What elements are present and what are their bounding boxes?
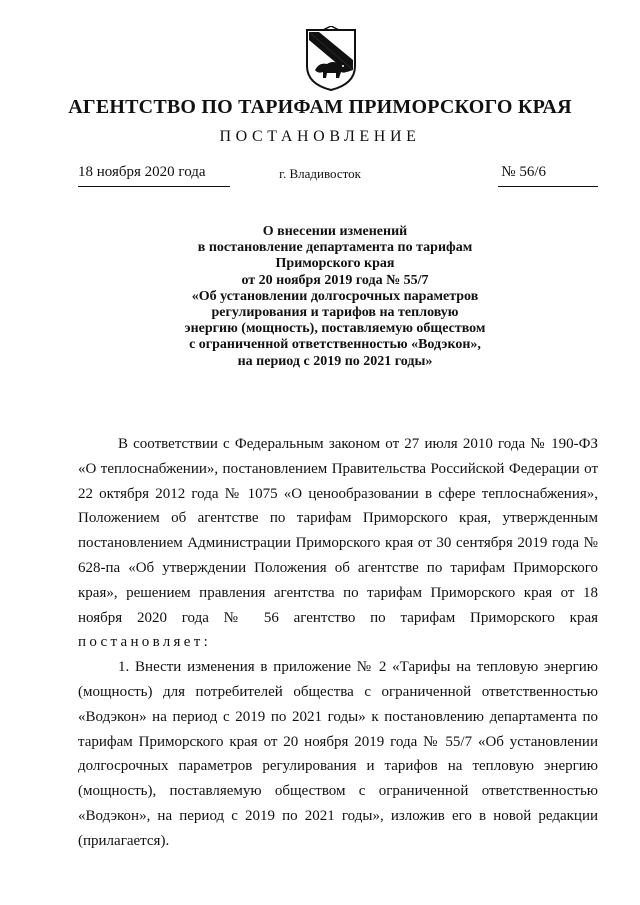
subject-line: Приморского края bbox=[275, 256, 395, 272]
subject-line: регулирования и тарифов на тепловую bbox=[211, 305, 459, 321]
document-city: г. Владивосток bbox=[279, 166, 361, 181]
subject-line: с ограниченной ответственностью «Водэкон», bbox=[189, 337, 481, 353]
agency-name: АГЕНТСТВО ПО ТАРИФАМ ПРИМОРСКОГО КРАЯ bbox=[68, 96, 572, 118]
document-subject bbox=[120, 224, 550, 370]
preamble-text: В соответствии с Федеральным законом от 27 июля 2010 года № 190-ФЗ «О теплоснабжении», постановлением Правительства Российской Федерации от 22 октября 2012 года № 1075 «О ценообразовании в сфере теплоснабжения», Положением об агентстве по тарифам Приморского края, утвержденным постановлением Администрации Приморского края от 30 сентября 2019 года № 628-па «Об утверждении Положения об агентстве по тарифам Приморского края», решением правления агентства по тарифам Приморского края от 18 ноября 2020 года № 56 агентство по тарифам Приморского края bbox=[78, 436, 598, 626]
subject-line: в постановление департамента по тарифам bbox=[197, 240, 473, 256]
date-underline bbox=[78, 186, 230, 187]
preamble-paragraph bbox=[78, 432, 598, 655]
subject-line: от 20 ноября 2019 года № 55/7 bbox=[241, 272, 429, 288]
coat-of-arms-icon bbox=[303, 26, 359, 92]
number-underline bbox=[498, 186, 598, 187]
document-body bbox=[78, 432, 598, 854]
resolves-word: постановляет: bbox=[78, 634, 212, 651]
document-number: № 56/6 bbox=[501, 164, 546, 180]
subject-line: на период с 2019 по 2021 годы» bbox=[237, 353, 433, 369]
subject-line: О внесении изменений bbox=[262, 224, 408, 239]
document-date: 18 ноября 2020 года bbox=[78, 164, 206, 180]
subject-line: «Об установлении долгосрочных параметров bbox=[191, 288, 479, 304]
subject-line: энергию (мощность), поставляемую обществом bbox=[184, 321, 486, 337]
item-1-paragraph: 1. Внести изменения в приложение № 2 «Тарифы на тепловую энергию (мощность) для потребителей общества с ограниченной ответственностью «Водэкон» на период с 2019 по 2021 годы» к постановлению департамента по тарифам Приморского края от 20 ноября 2019 года № 55/7 «Об установлении долгосрочных параметров регулирования и тарифов на тепловую энергию (мощность), поставляемую обществом с ограниченной ответственностью «Водэкон», на период с 2019 по 2021 годы», изложив его в новой редакции (прилагается). bbox=[78, 659, 598, 849]
document-type: ПОСТАНОВЛЕНИЕ bbox=[219, 128, 421, 145]
